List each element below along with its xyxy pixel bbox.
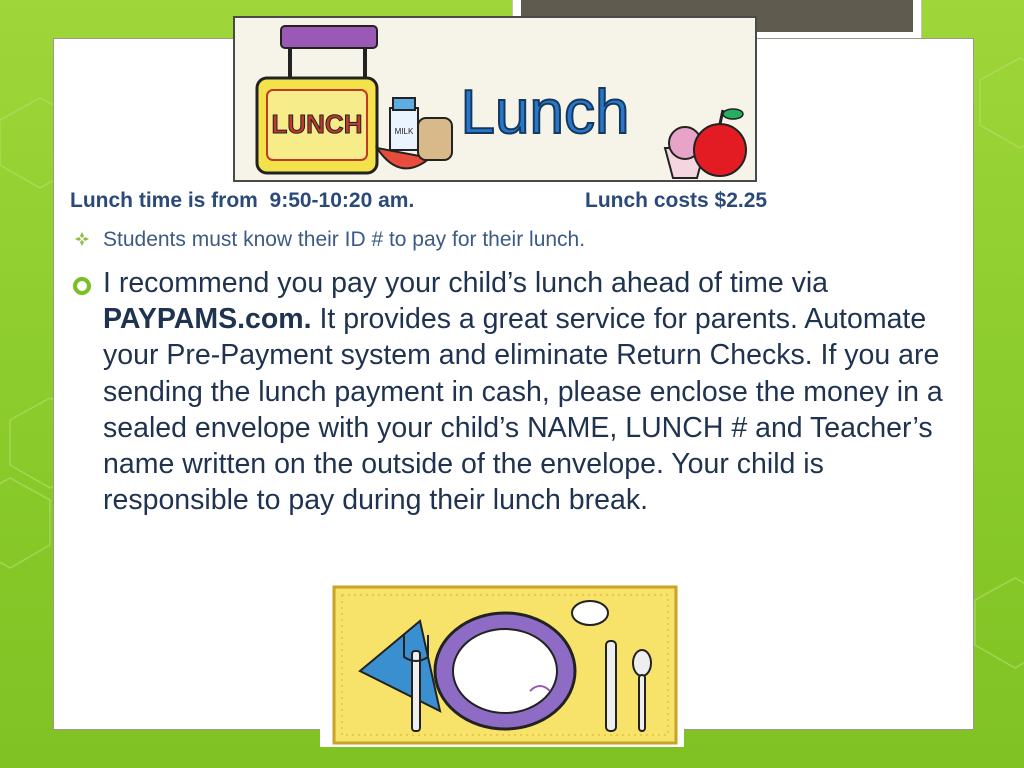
bullet-id-text: Students must know their ID # to pay for their lunch. xyxy=(103,228,586,251)
bullet-paypams-text xyxy=(103,265,963,518)
ring-bullet-icon xyxy=(72,276,92,296)
lunch-banner-image xyxy=(233,16,757,182)
sign-text: LUNCH xyxy=(271,109,363,139)
banner-title: Lunch xyxy=(460,78,630,147)
paypams-link: PAYPAMS.com. xyxy=(103,303,312,336)
placemat-image xyxy=(320,581,684,747)
lunch-cost-text: Lunch costs $2.25 xyxy=(585,189,768,212)
lunch-time-text: Lunch time is from 9:50-10:20 am. xyxy=(70,189,415,212)
diamond-bullet-icon xyxy=(74,231,90,247)
bullet-text-end: It provides a great service for parents. Automate your Pre-Payment system and eliminate Return Checks. If you are sending the lunch payment in cash, please enclose the money in a sealed envelope with your child’s NAME, LUNCH # and Teacher’s name written on the outside of the envelope. Your child is responsible to pay during their lunch break. xyxy=(103,303,943,517)
bullet-text-start: I recommend you pay your child’s lunch ahead of time via xyxy=(103,267,829,299)
milk-label: MILK xyxy=(394,127,414,136)
